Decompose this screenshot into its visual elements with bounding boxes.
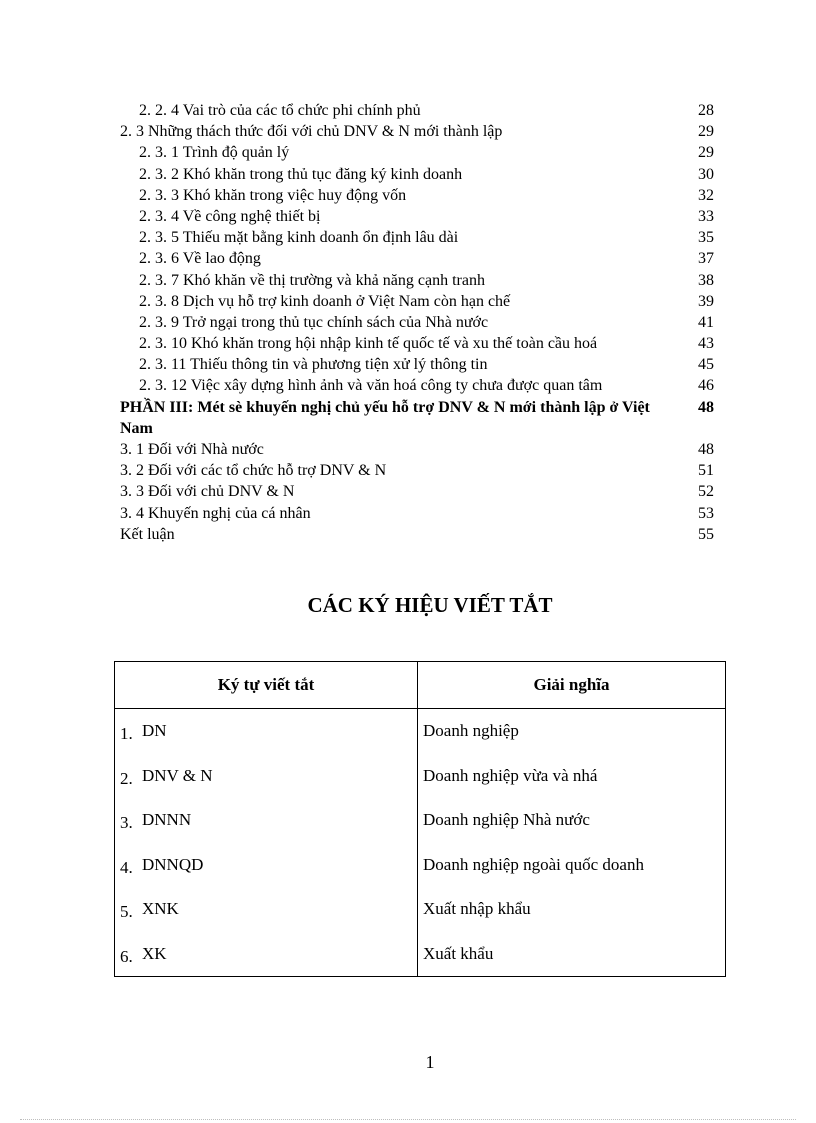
toc-page: 37 bbox=[698, 250, 714, 268]
toc-entry bbox=[120, 185, 714, 206]
toc-page: 51 bbox=[698, 462, 714, 480]
abbreviation-cell bbox=[115, 932, 418, 977]
table-row bbox=[115, 754, 726, 799]
meaning-cell: Doanh nghiệp vừa và nhá bbox=[418, 754, 726, 799]
meaning-cell: Xuất nhập khẩu bbox=[418, 887, 726, 932]
toc-page: 33 bbox=[698, 207, 714, 225]
toc-entry bbox=[120, 100, 714, 121]
row-number: 4. bbox=[120, 857, 133, 877]
table-row bbox=[115, 709, 726, 754]
toc-entry bbox=[120, 503, 714, 524]
toc-entry bbox=[120, 164, 714, 185]
meaning-cell: Doanh nghiệp bbox=[418, 709, 726, 754]
abbreviations-table bbox=[114, 661, 726, 977]
toc-entry bbox=[120, 375, 714, 396]
toc-page: 30 bbox=[698, 165, 714, 183]
table-of-contents bbox=[120, 100, 714, 545]
toc-page: 39 bbox=[698, 292, 714, 310]
toc-entry bbox=[120, 312, 714, 333]
toc-title: 2. 3. 3 Khó khăn trong việc huy động vốn bbox=[139, 186, 407, 204]
toc-entry bbox=[120, 248, 714, 269]
toc-title: Kết luận bbox=[120, 525, 175, 543]
abbreviation: DNNQD bbox=[142, 854, 204, 874]
row-number: 2. bbox=[120, 768, 133, 788]
meaning-cell: Doanh nghiệp Nhà nước bbox=[418, 798, 726, 843]
toc-entry bbox=[120, 481, 714, 502]
toc-page: 43 bbox=[698, 335, 714, 353]
toc-title: 3. 2 Đối với các tổ chức hỗ trợ DNV & N bbox=[120, 462, 387, 480]
toc-title: 3. 4 Khuyến nghị của cá nhân bbox=[120, 504, 311, 522]
toc-page: 53 bbox=[698, 504, 714, 522]
toc-title: 2. 3. 1 Trình độ quản lý bbox=[139, 144, 290, 162]
toc-entry bbox=[120, 333, 714, 354]
toc-entry bbox=[120, 354, 714, 375]
toc-title: 2. 3. 5 Thiếu mặt bằng kinh doanh ổn định lâu dài bbox=[139, 229, 459, 247]
toc-entry bbox=[120, 142, 714, 163]
toc-title: 2. 3. 6 Về lao động bbox=[139, 250, 261, 268]
toc-title: 2. 3. 7 Khó khăn về thị trường và khả năng cạnh tranh bbox=[139, 271, 485, 289]
toc-page: 48 bbox=[698, 398, 714, 416]
toc-page: 41 bbox=[698, 313, 714, 331]
row-number: 3. bbox=[120, 813, 133, 833]
row-number: 1. bbox=[120, 724, 133, 744]
toc-entry bbox=[120, 121, 714, 142]
toc-page: 48 bbox=[698, 441, 714, 459]
toc-page: 28 bbox=[698, 102, 714, 119]
toc-title: 2. 3. 9 Trở ngại trong thủ tục chính sách của Nhà nước bbox=[139, 313, 489, 331]
toc-page: 29 bbox=[698, 144, 714, 162]
toc-page: 29 bbox=[698, 123, 714, 141]
toc-title: 2. 3. 4 Về công nghệ thiết bị bbox=[139, 207, 321, 225]
table-row bbox=[115, 887, 726, 932]
toc-title: 2. 3. 2 Khó khăn trong thủ tục đăng ký kinh doanh bbox=[139, 165, 463, 183]
toc-page: 52 bbox=[698, 483, 714, 501]
toc-page: 35 bbox=[698, 229, 714, 247]
toc-title: 3. 1 Đối với Nhà nước bbox=[120, 441, 264, 459]
abbreviation-cell bbox=[115, 887, 418, 932]
row-number: 5. bbox=[120, 902, 133, 922]
toc-entry bbox=[120, 270, 714, 291]
abbreviation-cell bbox=[115, 843, 418, 888]
toc-title: PHẦN III: Mét sè khuyến nghị chủ yếu hỗ trợ DNV & N mới thành lập ở Việt Nam bbox=[120, 398, 650, 437]
meaning-cell: Doanh nghiệp ngoài quốc doanh bbox=[418, 843, 726, 888]
abbreviation: DNNN bbox=[142, 810, 192, 830]
abbreviation: DN bbox=[142, 721, 167, 741]
toc-entry bbox=[120, 227, 714, 248]
table-header-row bbox=[115, 662, 726, 709]
page-bottom-divider bbox=[20, 1119, 796, 1120]
toc-title: 2. 3 Những thách thức đối với chủ DNV & N mới thành lập bbox=[120, 123, 503, 141]
page-number: 1 bbox=[425, 1052, 435, 1072]
abbreviation-cell bbox=[115, 709, 418, 754]
toc-page: 32 bbox=[698, 186, 714, 204]
toc-title: 2. 3. 11 Thiếu thông tin và phương tiện xử lý thông tin bbox=[139, 356, 488, 374]
toc-entry bbox=[120, 291, 714, 312]
toc-page: 55 bbox=[698, 525, 714, 543]
abbreviations-heading: CÁC KÝ HIỆU VIẾT TẮT bbox=[307, 593, 553, 617]
toc-title: 2. 2. 4 Vai trò của các tổ chức phi chính phủ bbox=[139, 102, 421, 119]
column-header-abbreviation: Ký tự viết tắt bbox=[115, 662, 418, 709]
toc-title: 2. 3. 12 Việc xây dựng hình ảnh và văn hoá công ty chưa được quan tâm bbox=[139, 377, 603, 395]
toc-title: 2. 3. 8 Dịch vụ hỗ trợ kinh doanh ở Việt Nam còn hạn chế bbox=[139, 292, 511, 310]
toc-entry bbox=[120, 439, 714, 460]
toc-page: 45 bbox=[698, 356, 714, 374]
toc-title: 3. 3 Đối với chủ DNV & N bbox=[120, 483, 295, 501]
abbreviation: DNV & N bbox=[142, 765, 213, 785]
toc-entry bbox=[120, 460, 714, 481]
column-header-meaning: Giải nghĩa bbox=[418, 662, 726, 709]
toc-entry-part-3 bbox=[120, 397, 714, 439]
abbreviation-cell bbox=[115, 754, 418, 799]
toc-entry bbox=[120, 206, 714, 227]
meaning-cell: Xuất khẩu bbox=[418, 932, 726, 977]
abbreviation-cell bbox=[115, 798, 418, 843]
abbreviation: XNK bbox=[142, 899, 179, 919]
table-row bbox=[115, 798, 726, 843]
toc-page: 46 bbox=[698, 377, 714, 395]
toc-title: 2. 3. 10 Khó khăn trong hội nhập kinh tế quốc tế và xu thế toàn cầu hoá bbox=[139, 335, 598, 353]
table-row bbox=[115, 843, 726, 888]
toc-entry-conclusion bbox=[120, 524, 714, 545]
row-number: 6. bbox=[120, 946, 133, 966]
table-row bbox=[115, 932, 726, 977]
abbreviation: XK bbox=[142, 943, 167, 963]
toc-page: 38 bbox=[698, 271, 714, 289]
